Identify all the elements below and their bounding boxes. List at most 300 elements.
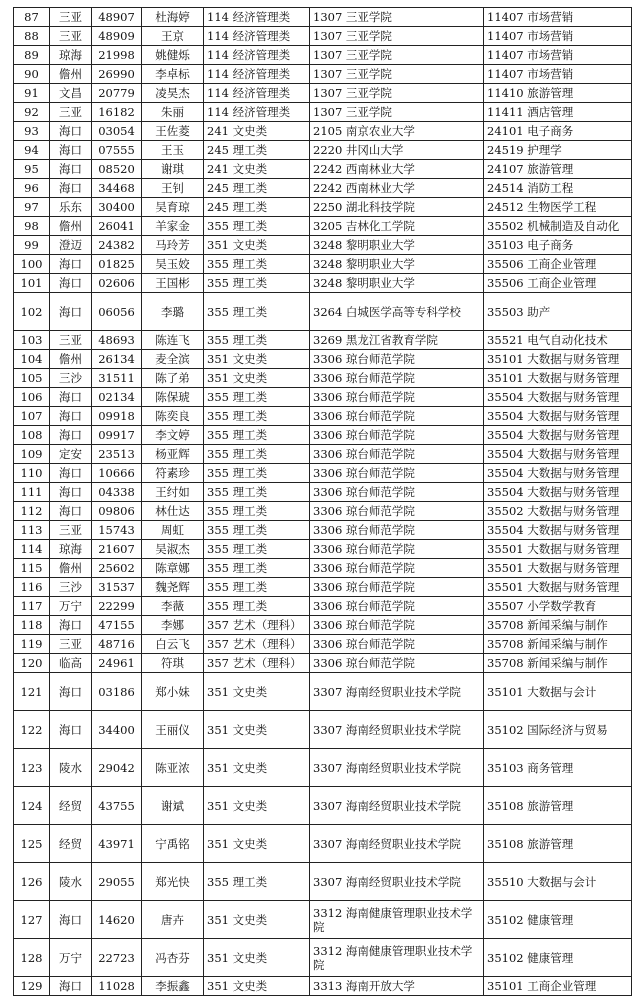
major-cell: 35103 商务管理 xyxy=(484,749,632,787)
major-cell: 35102 国际经济与贸易 xyxy=(484,711,632,749)
school-cell: 1307 三亚学院 xyxy=(310,103,484,122)
category-cell: 245 理工类 xyxy=(204,198,310,217)
table-row xyxy=(14,939,632,977)
major-cell: 35502 大数据与财务管理 xyxy=(484,502,632,521)
major-cell: 35506 工商企业管理 xyxy=(484,274,632,293)
row-number-cell: 102 xyxy=(14,293,50,331)
row-number-cell: 125 xyxy=(14,825,50,863)
student-name-cell: 王国彬 xyxy=(142,274,204,293)
row-number-cell: 91 xyxy=(14,84,50,103)
major-cell: 35504 大数据与财务管理 xyxy=(484,426,632,445)
exam-id-cell: 22299 xyxy=(92,597,142,616)
school-cell: 3306 琼台师范学院 xyxy=(310,464,484,483)
table-row xyxy=(14,673,632,711)
table-row xyxy=(14,711,632,749)
major-cell: 35501 大数据与财务管理 xyxy=(484,540,632,559)
table-row xyxy=(14,160,632,179)
exam-id-cell: 48909 xyxy=(92,27,142,46)
major-cell: 35108 旅游管理 xyxy=(484,787,632,825)
row-number-cell: 120 xyxy=(14,654,50,673)
row-number-cell: 98 xyxy=(14,217,50,236)
exam-id-cell: 21998 xyxy=(92,46,142,65)
school-cell: 3306 琼台师范学院 xyxy=(310,616,484,635)
major-cell: 35101 大数据与财务管理 xyxy=(484,369,632,388)
region-cell: 海口 xyxy=(50,141,92,160)
exam-id-cell: 30400 xyxy=(92,198,142,217)
region-cell: 三亚 xyxy=(50,521,92,540)
region-cell: 三亚 xyxy=(50,331,92,350)
region-cell: 海口 xyxy=(50,901,92,939)
major-cell: 35504 大数据与财务管理 xyxy=(484,483,632,502)
category-cell: 355 理工类 xyxy=(204,426,310,445)
table-row xyxy=(14,616,632,635)
category-cell: 355 理工类 xyxy=(204,255,310,274)
major-cell: 35504 大数据与财务管理 xyxy=(484,521,632,540)
row-number-cell: 104 xyxy=(14,350,50,369)
exam-id-cell: 24382 xyxy=(92,236,142,255)
row-number-cell: 97 xyxy=(14,198,50,217)
category-cell: 355 理工类 xyxy=(204,863,310,901)
student-name-cell: 林仕达 xyxy=(142,502,204,521)
region-cell: 三亚 xyxy=(50,8,92,27)
table-row xyxy=(14,749,632,787)
school-cell: 3307 海南经贸职业技术学院 xyxy=(310,825,484,863)
major-cell: 24512 生物医学工程 xyxy=(484,198,632,217)
table-row xyxy=(14,426,632,445)
region-cell: 乐东 xyxy=(50,198,92,217)
school-cell: 3312 海南健康管理职业技术学院 xyxy=(310,939,484,977)
school-cell: 3306 琼台师范学院 xyxy=(310,426,484,445)
student-name-cell: 陈了弟 xyxy=(142,369,204,388)
exam-id-cell: 04338 xyxy=(92,483,142,502)
student-name-cell: 王钊 xyxy=(142,179,204,198)
exam-id-cell: 29055 xyxy=(92,863,142,901)
row-number-cell: 112 xyxy=(14,502,50,521)
major-cell: 35708 新闻采编与制作 xyxy=(484,635,632,654)
major-cell: 24101 电子商务 xyxy=(484,122,632,141)
region-cell: 儋州 xyxy=(50,65,92,84)
row-number-cell: 118 xyxy=(14,616,50,635)
row-number-cell: 88 xyxy=(14,27,50,46)
student-name-cell: 朱丽 xyxy=(142,103,204,122)
exam-id-cell: 20779 xyxy=(92,84,142,103)
region-cell: 文昌 xyxy=(50,84,92,103)
major-cell: 35501 大数据与财务管理 xyxy=(484,578,632,597)
row-number-cell: 94 xyxy=(14,141,50,160)
category-cell: 114 经济管理类 xyxy=(204,65,310,84)
row-number-cell: 87 xyxy=(14,8,50,27)
student-name-cell: 吴淑杰 xyxy=(142,540,204,559)
major-cell: 35502 机械制造及自动化 xyxy=(484,217,632,236)
category-cell: 351 文史类 xyxy=(204,787,310,825)
school-cell: 3248 黎明职业大学 xyxy=(310,236,484,255)
category-cell: 351 文史类 xyxy=(204,977,310,996)
school-cell: 1307 三亚学院 xyxy=(310,65,484,84)
exam-id-cell: 07555 xyxy=(92,141,142,160)
student-name-cell: 吴育琼 xyxy=(142,198,204,217)
school-cell: 3306 琼台师范学院 xyxy=(310,597,484,616)
major-cell: 35504 大数据与财务管理 xyxy=(484,445,632,464)
table-row xyxy=(14,597,632,616)
exam-id-cell: 03186 xyxy=(92,673,142,711)
student-name-cell: 陈亚浓 xyxy=(142,749,204,787)
category-cell: 355 理工类 xyxy=(204,559,310,578)
row-number-cell: 119 xyxy=(14,635,50,654)
region-cell: 万宁 xyxy=(50,939,92,977)
region-cell: 海口 xyxy=(50,388,92,407)
student-name-cell: 马玲芳 xyxy=(142,236,204,255)
school-cell: 3306 琼台师范学院 xyxy=(310,654,484,673)
category-cell: 355 理工类 xyxy=(204,464,310,483)
exam-id-cell: 25602 xyxy=(92,559,142,578)
category-cell: 245 理工类 xyxy=(204,141,310,160)
school-cell: 3313 海南开放大学 xyxy=(310,977,484,996)
table-row xyxy=(14,407,632,426)
table-row xyxy=(14,445,632,464)
row-number-cell: 93 xyxy=(14,122,50,141)
row-number-cell: 105 xyxy=(14,369,50,388)
table-row xyxy=(14,274,632,293)
category-cell: 351 文史类 xyxy=(204,939,310,977)
exam-id-cell: 06056 xyxy=(92,293,142,331)
region-cell: 琼海 xyxy=(50,540,92,559)
region-cell: 儋州 xyxy=(50,350,92,369)
table-body xyxy=(14,8,632,996)
table-row xyxy=(14,977,632,996)
region-cell: 海口 xyxy=(50,293,92,331)
row-number-cell: 109 xyxy=(14,445,50,464)
student-name-cell: 冯杏芬 xyxy=(142,939,204,977)
region-cell: 临高 xyxy=(50,654,92,673)
table-row xyxy=(14,350,632,369)
region-cell: 海口 xyxy=(50,255,92,274)
exam-id-cell: 02134 xyxy=(92,388,142,407)
region-cell: 三沙 xyxy=(50,578,92,597)
student-name-cell: 李娜 xyxy=(142,616,204,635)
school-cell: 3306 琼台师范学院 xyxy=(310,559,484,578)
row-number-cell: 103 xyxy=(14,331,50,350)
admission-table xyxy=(13,7,632,996)
row-number-cell: 123 xyxy=(14,749,50,787)
region-cell: 海口 xyxy=(50,122,92,141)
student-name-cell: 李璐 xyxy=(142,293,204,331)
category-cell: 114 经济管理类 xyxy=(204,8,310,27)
exam-id-cell: 26134 xyxy=(92,350,142,369)
exam-id-cell: 31537 xyxy=(92,578,142,597)
category-cell: 355 理工类 xyxy=(204,217,310,236)
row-number-cell: 92 xyxy=(14,103,50,122)
admission-list-page xyxy=(13,7,632,996)
table-row xyxy=(14,46,632,65)
major-cell: 35504 大数据与财务管理 xyxy=(484,388,632,407)
major-cell: 24107 旅游管理 xyxy=(484,160,632,179)
table-row xyxy=(14,236,632,255)
category-cell: 355 理工类 xyxy=(204,540,310,559)
region-cell: 陵水 xyxy=(50,863,92,901)
exam-id-cell: 23513 xyxy=(92,445,142,464)
row-number-cell: 99 xyxy=(14,236,50,255)
row-number-cell: 110 xyxy=(14,464,50,483)
student-name-cell: 姚健烁 xyxy=(142,46,204,65)
category-cell: 241 文史类 xyxy=(204,160,310,179)
table-row xyxy=(14,578,632,597)
school-cell: 2105 南京农业大学 xyxy=(310,122,484,141)
student-name-cell: 王佐菱 xyxy=(142,122,204,141)
student-name-cell: 符素珍 xyxy=(142,464,204,483)
exam-id-cell: 43971 xyxy=(92,825,142,863)
table-row xyxy=(14,369,632,388)
school-cell: 3248 黎明职业大学 xyxy=(310,255,484,274)
row-number-cell: 122 xyxy=(14,711,50,749)
student-name-cell: 陈连飞 xyxy=(142,331,204,350)
student-name-cell: 凌昊杰 xyxy=(142,84,204,103)
region-cell: 海口 xyxy=(50,502,92,521)
table-row xyxy=(14,198,632,217)
student-name-cell: 谢琪 xyxy=(142,160,204,179)
row-number-cell: 100 xyxy=(14,255,50,274)
row-number-cell: 128 xyxy=(14,939,50,977)
student-name-cell: 宁禹铭 xyxy=(142,825,204,863)
school-cell: 3306 琼台师范学院 xyxy=(310,483,484,502)
region-cell: 三亚 xyxy=(50,635,92,654)
student-name-cell: 魏尧辉 xyxy=(142,578,204,597)
student-name-cell: 陈章娜 xyxy=(142,559,204,578)
major-cell: 35503 助产 xyxy=(484,293,632,331)
exam-id-cell: 47155 xyxy=(92,616,142,635)
major-cell: 35102 健康管理 xyxy=(484,901,632,939)
major-cell: 11407 市场营销 xyxy=(484,27,632,46)
table-row xyxy=(14,464,632,483)
school-cell: 2250 湖北科技学院 xyxy=(310,198,484,217)
school-cell: 3269 黑龙江省教育学院 xyxy=(310,331,484,350)
region-cell: 海口 xyxy=(50,160,92,179)
school-cell: 3306 琼台师范学院 xyxy=(310,350,484,369)
row-number-cell: 111 xyxy=(14,483,50,502)
exam-id-cell: 22723 xyxy=(92,939,142,977)
table-row xyxy=(14,559,632,578)
category-cell: 351 文史类 xyxy=(204,711,310,749)
student-name-cell: 杨亚辉 xyxy=(142,445,204,464)
table-row xyxy=(14,255,632,274)
row-number-cell: 89 xyxy=(14,46,50,65)
category-cell: 355 理工类 xyxy=(204,597,310,616)
category-cell: 355 理工类 xyxy=(204,483,310,502)
category-cell: 114 经济管理类 xyxy=(204,84,310,103)
exam-id-cell: 48716 xyxy=(92,635,142,654)
table-row xyxy=(14,8,632,27)
school-cell: 3306 琼台师范学院 xyxy=(310,578,484,597)
school-cell: 1307 三亚学院 xyxy=(310,8,484,27)
school-cell: 1307 三亚学院 xyxy=(310,84,484,103)
row-number-cell: 96 xyxy=(14,179,50,198)
table-row xyxy=(14,103,632,122)
exam-id-cell: 43755 xyxy=(92,787,142,825)
category-cell: 357 艺术（理科） xyxy=(204,616,310,635)
school-cell: 3307 海南经贸职业技术学院 xyxy=(310,749,484,787)
student-name-cell: 陈奕良 xyxy=(142,407,204,426)
student-name-cell: 周虹 xyxy=(142,521,204,540)
row-number-cell: 108 xyxy=(14,426,50,445)
school-cell: 3306 琼台师范学院 xyxy=(310,502,484,521)
category-cell: 351 文史类 xyxy=(204,673,310,711)
table-row xyxy=(14,825,632,863)
table-row xyxy=(14,141,632,160)
category-cell: 351 文史类 xyxy=(204,825,310,863)
school-cell: 2242 西南林业大学 xyxy=(310,160,484,179)
exam-id-cell: 03054 xyxy=(92,122,142,141)
student-name-cell: 谢斌 xyxy=(142,787,204,825)
major-cell: 35504 大数据与财务管理 xyxy=(484,407,632,426)
school-cell: 3307 海南经贸职业技术学院 xyxy=(310,711,484,749)
major-cell: 35504 大数据与财务管理 xyxy=(484,464,632,483)
student-name-cell: 陈保琥 xyxy=(142,388,204,407)
category-cell: 355 理工类 xyxy=(204,331,310,350)
school-cell: 3306 琼台师范学院 xyxy=(310,445,484,464)
table-row xyxy=(14,654,632,673)
school-cell: 3306 琼台师范学院 xyxy=(310,635,484,654)
school-cell: 3205 吉林化工学院 xyxy=(310,217,484,236)
exam-id-cell: 31511 xyxy=(92,369,142,388)
region-cell: 万宁 xyxy=(50,597,92,616)
category-cell: 355 理工类 xyxy=(204,578,310,597)
student-name-cell: 王纣如 xyxy=(142,483,204,502)
region-cell: 琼海 xyxy=(50,46,92,65)
table-row xyxy=(14,122,632,141)
region-cell: 三亚 xyxy=(50,103,92,122)
exam-id-cell: 34468 xyxy=(92,179,142,198)
region-cell: 海口 xyxy=(50,464,92,483)
region-cell: 海口 xyxy=(50,426,92,445)
student-name-cell: 羊家金 xyxy=(142,217,204,236)
major-cell: 35708 新闻采编与制作 xyxy=(484,654,632,673)
row-number-cell: 90 xyxy=(14,65,50,84)
row-number-cell: 127 xyxy=(14,901,50,939)
row-number-cell: 106 xyxy=(14,388,50,407)
table-row xyxy=(14,388,632,407)
major-cell: 35521 电气自动化技术 xyxy=(484,331,632,350)
region-cell: 海口 xyxy=(50,483,92,502)
major-cell: 35101 工商企业管理 xyxy=(484,977,632,996)
row-number-cell: 129 xyxy=(14,977,50,996)
student-name-cell: 郑小妹 xyxy=(142,673,204,711)
row-number-cell: 114 xyxy=(14,540,50,559)
exam-id-cell: 14620 xyxy=(92,901,142,939)
table-row xyxy=(14,901,632,939)
region-cell: 海口 xyxy=(50,711,92,749)
exam-id-cell: 01825 xyxy=(92,255,142,274)
major-cell: 35102 健康管理 xyxy=(484,939,632,977)
major-cell: 35108 旅游管理 xyxy=(484,825,632,863)
student-name-cell: 麦全滨 xyxy=(142,350,204,369)
table-row xyxy=(14,635,632,654)
region-cell: 三亚 xyxy=(50,27,92,46)
table-row xyxy=(14,27,632,46)
school-cell: 3307 海南经贸职业技术学院 xyxy=(310,673,484,711)
exam-id-cell: 09806 xyxy=(92,502,142,521)
category-cell: 245 理工类 xyxy=(204,179,310,198)
major-cell: 11410 旅游管理 xyxy=(484,84,632,103)
region-cell: 陵水 xyxy=(50,749,92,787)
row-number-cell: 115 xyxy=(14,559,50,578)
major-cell: 35501 大数据与财务管理 xyxy=(484,559,632,578)
exam-id-cell: 09918 xyxy=(92,407,142,426)
student-name-cell: 吴玉姣 xyxy=(142,255,204,274)
major-cell: 35101 大数据与会计 xyxy=(484,673,632,711)
category-cell: 357 艺术（理科） xyxy=(204,635,310,654)
category-cell: 355 理工类 xyxy=(204,445,310,464)
region-cell: 三沙 xyxy=(50,369,92,388)
major-cell: 35708 新闻采编与制作 xyxy=(484,616,632,635)
school-cell: 3307 海南经贸职业技术学院 xyxy=(310,787,484,825)
table-row xyxy=(14,217,632,236)
category-cell: 241 文史类 xyxy=(204,122,310,141)
region-cell: 海口 xyxy=(50,274,92,293)
student-name-cell: 李薇 xyxy=(142,597,204,616)
table-row xyxy=(14,787,632,825)
exam-id-cell: 26990 xyxy=(92,65,142,84)
category-cell: 355 理工类 xyxy=(204,407,310,426)
table-row xyxy=(14,502,632,521)
student-name-cell: 唐卉 xyxy=(142,901,204,939)
major-cell: 24514 消防工程 xyxy=(484,179,632,198)
school-cell: 3264 白城医学高等专科学校 xyxy=(310,293,484,331)
school-cell: 1307 三亚学院 xyxy=(310,27,484,46)
category-cell: 114 经济管理类 xyxy=(204,46,310,65)
table-row xyxy=(14,331,632,350)
school-cell: 3306 琼台师范学院 xyxy=(310,521,484,540)
major-cell: 11407 市场营销 xyxy=(484,65,632,84)
student-name-cell: 李文婷 xyxy=(142,426,204,445)
student-name-cell: 王丽仪 xyxy=(142,711,204,749)
exam-id-cell: 09917 xyxy=(92,426,142,445)
table-row xyxy=(14,521,632,540)
school-cell: 3312 海南健康管理职业技术学院 xyxy=(310,901,484,939)
row-number-cell: 95 xyxy=(14,160,50,179)
exam-id-cell: 21607 xyxy=(92,540,142,559)
region-cell: 澄迈 xyxy=(50,236,92,255)
row-number-cell: 107 xyxy=(14,407,50,426)
school-cell: 3306 琼台师范学院 xyxy=(310,540,484,559)
region-cell: 经贸 xyxy=(50,825,92,863)
school-cell: 2242 西南林业大学 xyxy=(310,179,484,198)
category-cell: 355 理工类 xyxy=(204,388,310,407)
student-name-cell: 郑光快 xyxy=(142,863,204,901)
row-number-cell: 117 xyxy=(14,597,50,616)
exam-id-cell: 34400 xyxy=(92,711,142,749)
region-cell: 儋州 xyxy=(50,217,92,236)
major-cell: 11407 市场营销 xyxy=(484,46,632,65)
region-cell: 海口 xyxy=(50,407,92,426)
school-cell: 3306 琼台师范学院 xyxy=(310,407,484,426)
row-number-cell: 116 xyxy=(14,578,50,597)
category-cell: 114 经济管理类 xyxy=(204,27,310,46)
region-cell: 海口 xyxy=(50,977,92,996)
major-cell: 24519 护理学 xyxy=(484,141,632,160)
row-number-cell: 126 xyxy=(14,863,50,901)
major-cell: 35101 大数据与财务管理 xyxy=(484,350,632,369)
table-row xyxy=(14,483,632,502)
row-number-cell: 113 xyxy=(14,521,50,540)
category-cell: 355 理工类 xyxy=(204,293,310,331)
student-name-cell: 王京 xyxy=(142,27,204,46)
category-cell: 351 文史类 xyxy=(204,369,310,388)
region-cell: 海口 xyxy=(50,616,92,635)
student-name-cell: 王玉 xyxy=(142,141,204,160)
row-number-cell: 124 xyxy=(14,787,50,825)
student-name-cell: 符琪 xyxy=(142,654,204,673)
exam-id-cell: 15743 xyxy=(92,521,142,540)
category-cell: 114 经济管理类 xyxy=(204,103,310,122)
